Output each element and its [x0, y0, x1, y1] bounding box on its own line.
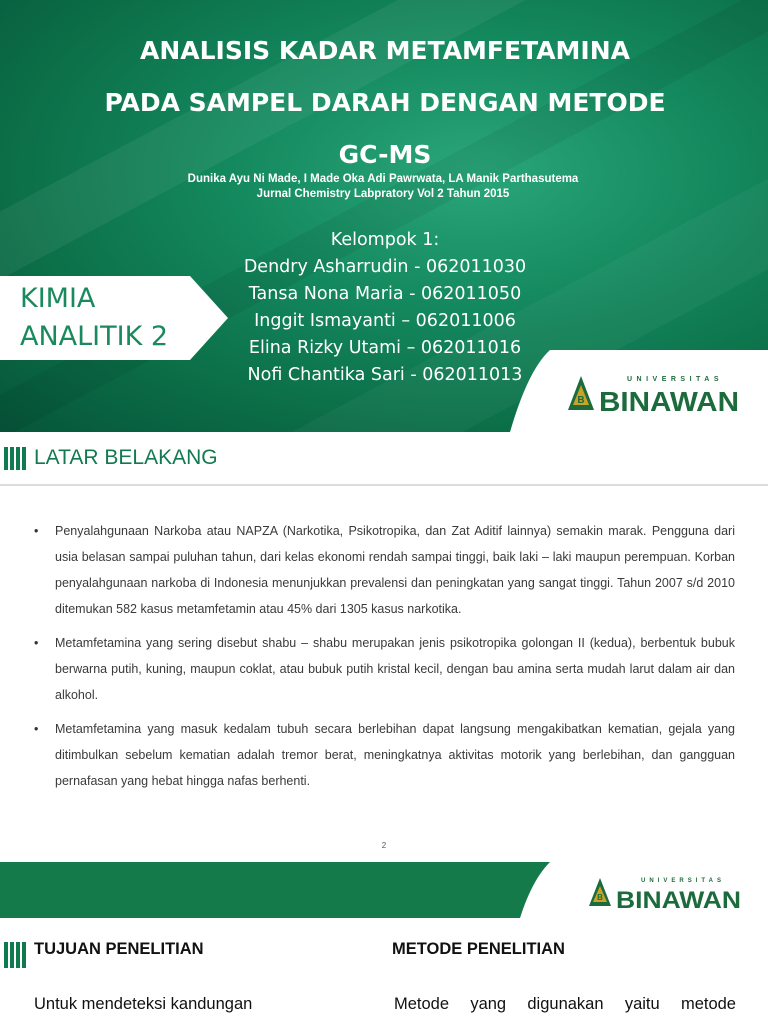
title-slide	[0, 0, 768, 432]
binawan-logo	[588, 875, 743, 911]
logo-name: BINAWAN	[599, 386, 739, 416]
method-text: Metode yang digunakan yaitu metode	[394, 995, 736, 1013]
list-item	[34, 518, 735, 622]
list-item	[34, 716, 735, 794]
logo-name: BINAWAN	[616, 887, 741, 911]
group-label: Kelompok 1:	[330, 230, 440, 250]
bullet-text: Penyalahgunaan Narkoba atau NAPZA (Narkotika, Psikotropika, dan Zat Aditif lainnya) semakin marak. Pengguna dari usia belasan sampai puluhan tahun, dari kelas ekonomi rendah sampai tinggi, baik laki – laki maupun perempuan. Korban penyalahgunaan narkoba di Indonesia menunjukkan prevalensi dan peningkatan yang sangat tinggi. Tahun 2007 s/d 2010 ditemukan 582 kasus metamfetamin atau 45% dari 1305 kasus narkotika.	[55, 524, 735, 616]
bullet-icon: •	[34, 722, 39, 736]
bullet-icon: •	[34, 636, 39, 650]
course-line-1: KIMIA	[20, 283, 96, 314]
page-number: 2	[381, 841, 387, 850]
member-name: Tansa Nona Maria - 062011050	[248, 284, 522, 304]
authors-line: Dunika Ayu Ni Made, I Made Oka Adi Pawrwata, LA Manik Parthasutema	[187, 173, 579, 185]
objective-heading: TUJUAN PENELITIAN	[34, 940, 204, 958]
bullet-icon: •	[34, 524, 39, 538]
bullet-list	[34, 518, 735, 802]
journal-line: Jurnal Chemistry Labpratory Vol 2 Tahun 2015	[256, 188, 510, 200]
group-members	[225, 227, 545, 389]
logo-mark: B	[577, 395, 585, 406]
logo-top-text: UNIVERSITAS	[641, 878, 725, 884]
member-name: Nofi Chantika Sari - 062011013	[247, 365, 523, 385]
objective-text: Untuk mendeteksi kandungan	[34, 995, 253, 1013]
list-item	[34, 630, 735, 708]
method-heading: METODE PENELITIAN	[392, 940, 565, 958]
research-slide	[0, 862, 768, 1024]
title-line-2: PADA SAMPEL DARAH DENGAN METODE	[104, 88, 666, 117]
logo-mark: B	[597, 893, 603, 902]
course-line-2: ANALITIK 2	[20, 321, 169, 352]
bullet-text: Metamfetamina yang masuk kedalam tubuh secara berlebihan dapat langsung mengakibatkan kematian, gejala yang ditimbulkan sebelum kematian adalah tremor berat, meningkatnya aktivitas motorik yang berlebihan, dan gangguan pernafasan yang hebat hingga nafas berhenti.	[55, 722, 735, 788]
title-line-1: ANALISIS KADAR METAMFETAMINA	[139, 36, 630, 65]
member-name: Inggit Ismayanti – 062011006	[254, 311, 516, 331]
heading-divider	[0, 484, 768, 486]
course-name	[20, 280, 190, 356]
bullet-text: Metamfetamina yang sering disebut shabu – shabu merupakan jenis psikotropika golongan II (kedua), berbentuk bubuk berwarna putih, kuning, maupun coklat, atau bubuk putih kristal kecil, dengan bau amina serta mudah larut dalam air dan alkohol.	[55, 636, 735, 702]
title-line-3: GC-MS	[338, 140, 432, 169]
logo-top-text: UNIVERSITAS	[626, 376, 724, 383]
binawan-logo	[567, 372, 742, 416]
section-heading: LATAR BELAKANG	[34, 446, 218, 469]
background-slide	[0, 432, 768, 862]
member-name: Dendry Asharrudin - 062011030	[243, 257, 527, 277]
member-name: Elina Rizky Utami – 062011016	[248, 338, 522, 358]
